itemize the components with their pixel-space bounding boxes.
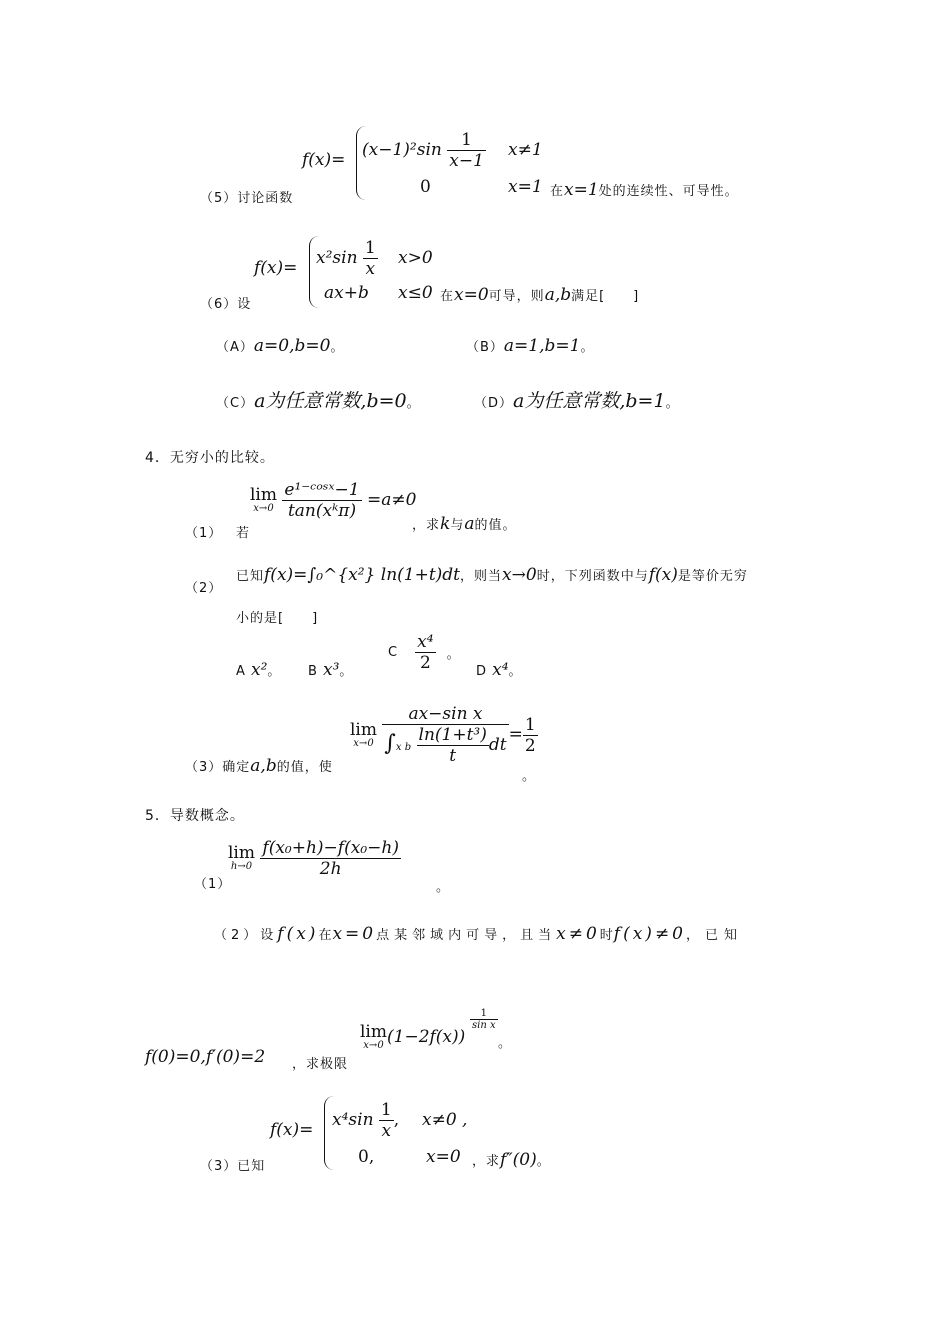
sec5-p2-x0: x=0	[332, 924, 377, 944]
sec4-p1-label: （1）	[185, 526, 223, 541]
sec4-p2-option-d-dot: 。	[508, 664, 523, 679]
sec4-p2-option-b	[308, 660, 353, 680]
sec5-p3-target: f″(0)	[500, 1150, 537, 1170]
sec5-p3-case1-expr: x⁴sin	[332, 1110, 374, 1130]
sec5-p1-end: 。	[436, 880, 451, 895]
sec4-p3-rhs-den: 2	[524, 735, 536, 756]
sec5-p3-tail	[472, 1150, 551, 1170]
sec5-p3-ask: ，求	[472, 1154, 501, 1169]
sec5-p1-limit-expr	[228, 838, 401, 879]
sec5-p2-mid: 点某邻域内可导，且当	[376, 928, 557, 943]
sec5-p2-given: f(0)=0,f′(0)=2	[145, 1047, 266, 1067]
sec5-p3-case2-cond: x=0	[426, 1147, 461, 1167]
sec5-heading: 5．导数概念。	[145, 808, 245, 824]
sec5-p2-exp-den: sin x	[472, 1020, 496, 1031]
q5-5-tail	[550, 180, 739, 200]
sec4-p2-fx: f(x)	[648, 565, 678, 585]
q5-5-case1-cond: x≠1	[508, 140, 543, 160]
q5-6-fx: f(x)=	[254, 258, 298, 278]
sec4-p1-a: a	[464, 514, 475, 534]
sec5-p2-limit-expr	[360, 1024, 465, 1051]
q5-6-case1-cond: x>0	[398, 248, 433, 268]
sec4-p1-pre: 若	[236, 526, 251, 541]
sec4-p3-limit-expr: lim x→0 ax−sin x ∫x b $\frac{\text{ln(1+t³)}}{t}$ dt = $\frac{1}{2}$	[350, 704, 536, 766]
sec5-p2-exp-num: 1	[470, 1008, 498, 1020]
sec4-p2-pre: 已知	[236, 569, 265, 584]
q5-6-tail-math: x=0	[454, 285, 489, 305]
sec4-p2-option-c-den: 2	[419, 653, 431, 673]
q5-6-option-c	[216, 386, 421, 413]
q5-5-case1-den: x−1	[449, 151, 484, 171]
sec4-p1-den: tan(xᵏπ)	[287, 501, 357, 521]
sec4-p3-ab: a,b	[250, 756, 277, 776]
q5-6-case1	[316, 238, 378, 279]
sec5-p2-expr: (1−2f(x))	[387, 1027, 466, 1047]
q5-6-tail-mid: 可导，则	[488, 289, 545, 304]
sec4-p2-line1	[236, 565, 748, 585]
sec4-p3-end: 。	[522, 769, 537, 784]
q5-6-case1-expr: x²sin	[316, 248, 358, 268]
sec5-p3-case1-num: 1	[380, 1100, 392, 1120]
sec4-heading: 4．无穷小的比较。	[145, 450, 275, 466]
sec4-p2-x0: x→0	[502, 565, 537, 585]
q5-6-option-c-end: 。	[406, 396, 421, 411]
sec4-p2-option-d-label: D	[476, 664, 488, 679]
sec5-p1-num: f(x₀+h)−f(x₀−h)	[262, 838, 399, 858]
sec4-p1-post: 的值。	[474, 518, 517, 533]
q5-6-tail-post: 满足[ ]	[571, 289, 640, 304]
sec5-p3-case1-cond: x≠0 ,	[422, 1110, 468, 1130]
sec5-p1-limsub: h→0	[230, 861, 253, 872]
sec5-p3-end: 。	[536, 1154, 551, 1169]
sec5-p3-fx: f(x)=	[270, 1120, 314, 1140]
sec4-p2-math: f(x)=∫₀^{x²} ln(1+t)dt	[264, 565, 461, 585]
sec4-p2-option-c-num: x⁴	[417, 632, 434, 652]
sec5-p1-label: （1）	[194, 877, 232, 892]
q5-6-case2-expr: ax+b	[324, 283, 369, 303]
q5-6-option-a	[216, 336, 344, 356]
sec4-p2-option-c	[388, 632, 461, 673]
sec4-p2-option-c-label: C	[388, 645, 399, 660]
sec5-p3-case1	[332, 1100, 399, 1141]
sec4-p1-rhs: =a≠0	[367, 490, 417, 510]
q5-6-option-d-end: 。	[665, 396, 680, 411]
q5-5-case2-cond: x=1	[508, 177, 543, 197]
q5-6-option-a-label: （A）	[216, 340, 254, 355]
sec4-p2-option-d	[476, 660, 523, 680]
sec4-p1-lim: lim	[250, 485, 277, 505]
q5-5-case1-expr: (x−1)²sin	[362, 140, 442, 160]
q5-6-option-a-end: 。	[330, 340, 345, 355]
q5-5-case1-num: 1	[447, 130, 486, 151]
sec4-p2-mid: ，则当	[460, 569, 503, 584]
sec4-p3-limsub: x→0	[353, 737, 374, 749]
sec4-p2-option-b-math: x³	[323, 660, 340, 680]
sec4-p1-k: k	[440, 514, 451, 534]
q5-6-option-c-label: （C）	[216, 396, 255, 411]
sec4-p1-and: 与	[450, 518, 465, 533]
sec4-p1-mid: ，求	[412, 518, 441, 533]
q5-6-label: （6）设	[200, 297, 252, 312]
sec5-p2-end: 。	[498, 1036, 513, 1051]
q5-5-label: （5）讨论函数	[200, 191, 294, 206]
sec4-p2-mid2: 时，下列函数中与	[536, 569, 649, 584]
q5-5-case1	[362, 130, 486, 171]
sec5-p2-cond: x≠0	[556, 924, 600, 944]
q5-6-option-d-math: a为任意常数,b=1	[513, 390, 666, 412]
q5-5-fx: f(x)=	[302, 150, 346, 170]
sec5-p1-lim: lim	[228, 843, 255, 863]
sec5-p2-label: （2）设	[214, 928, 278, 943]
sec5-p2-limsub: x→0	[363, 1040, 384, 1051]
sec4-p3-post: 的值，使	[276, 760, 333, 775]
sec4-p3-den-num: ln(1+t³)	[418, 725, 487, 745]
sec4-p2-post: 是等价无穷	[677, 569, 748, 584]
sec4-p1-num: e¹⁻ᶜᵒˢˣ−1	[284, 480, 360, 500]
sec4-p2-option-a-dot: 。	[267, 664, 282, 679]
q5-6-option-a-math: a=0,b=0	[253, 336, 331, 356]
sec5-p2-exponent	[470, 1008, 498, 1031]
q5-5-tail-math: x=1	[564, 180, 599, 200]
sec5-p2-ne: f(x)≠0	[613, 924, 687, 944]
sec4-p3-rhs-num: 1	[524, 714, 536, 735]
q5-6-tail-math2: a,b	[544, 285, 572, 305]
q5-6-option-c-math: a为任意常数,b=0	[254, 390, 407, 412]
q5-6-option-b-end: 。	[580, 340, 595, 355]
q5-6-tail	[440, 285, 639, 305]
sec4-p1-tail	[412, 514, 517, 534]
sec4-p3-integral-limits: x b	[395, 742, 412, 753]
sec5-p2-lim: lim	[360, 1022, 387, 1042]
sec5-p2-ask: ，求极限	[292, 1057, 349, 1072]
q5-6-option-b	[466, 336, 594, 356]
sec5-p2-when: 时	[599, 928, 614, 943]
q5-6-option-b-label: （B）	[466, 340, 504, 355]
sec4-p3-den-den: t	[449, 746, 457, 766]
q5-6-case1-num: 1	[364, 238, 376, 258]
sec4-p3-num: ax−sin x	[382, 704, 508, 725]
sec4-p3-den-dt: dt	[488, 735, 507, 755]
q5-6-option-b-math: a=1,b=1	[503, 336, 581, 356]
sec4-p1-limsub: x→0	[253, 503, 274, 514]
sec4-p3-integral-sign: ∫	[384, 731, 396, 756]
sec5-p3-case1-den: x	[381, 1121, 392, 1141]
q5-5-case2-expr: 0	[420, 177, 431, 197]
q5-5-tail-post: 处的连续性、可导性。	[598, 184, 739, 199]
sec5-p2-post: ，已知	[686, 928, 744, 943]
sec4-p2-label: （2）	[185, 581, 223, 596]
sec5-p3-label: （3）已知	[200, 1159, 266, 1174]
q5-6-option-d	[474, 386, 680, 413]
sec4-p3-lim: lim	[350, 719, 377, 740]
sec4-p2-option-a-math: x²	[251, 660, 268, 680]
sec5-p2-fx: f(x)	[277, 924, 319, 944]
q5-6-case2-cond: x≤0	[398, 283, 433, 303]
sec4-p2-option-d-math: x⁴	[492, 660, 509, 680]
sec4-p2-line2: 小的是[ ]	[236, 611, 319, 626]
sec4-p2-option-a	[236, 660, 281, 680]
sec4-p1-limit-expr	[250, 480, 416, 521]
sec5-p2-line1	[214, 924, 743, 944]
sec4-p3-intro	[185, 756, 333, 776]
sec5-p2-at: 在	[318, 928, 333, 943]
sec5-p3-case2-expr: 0,	[358, 1147, 375, 1167]
sec4-p2-option-c-dot: 。	[446, 647, 461, 662]
q5-6-case1-den: x	[365, 259, 376, 279]
q5-5-tail-pre: 在	[550, 184, 565, 199]
sec4-p3-label: （3）确定	[185, 760, 251, 775]
sec4-p2-option-a-label: A	[236, 664, 246, 679]
sec5-p3-case1-comma: ,	[393, 1110, 400, 1130]
q5-6-option-d-label: （D）	[474, 396, 514, 411]
sec4-p2-option-b-dot: 。	[339, 664, 354, 679]
sec4-p2-option-b-label: B	[308, 664, 318, 679]
q5-6-tail-pre: 在	[440, 289, 455, 304]
sec5-p1-den: 2h	[319, 859, 342, 879]
